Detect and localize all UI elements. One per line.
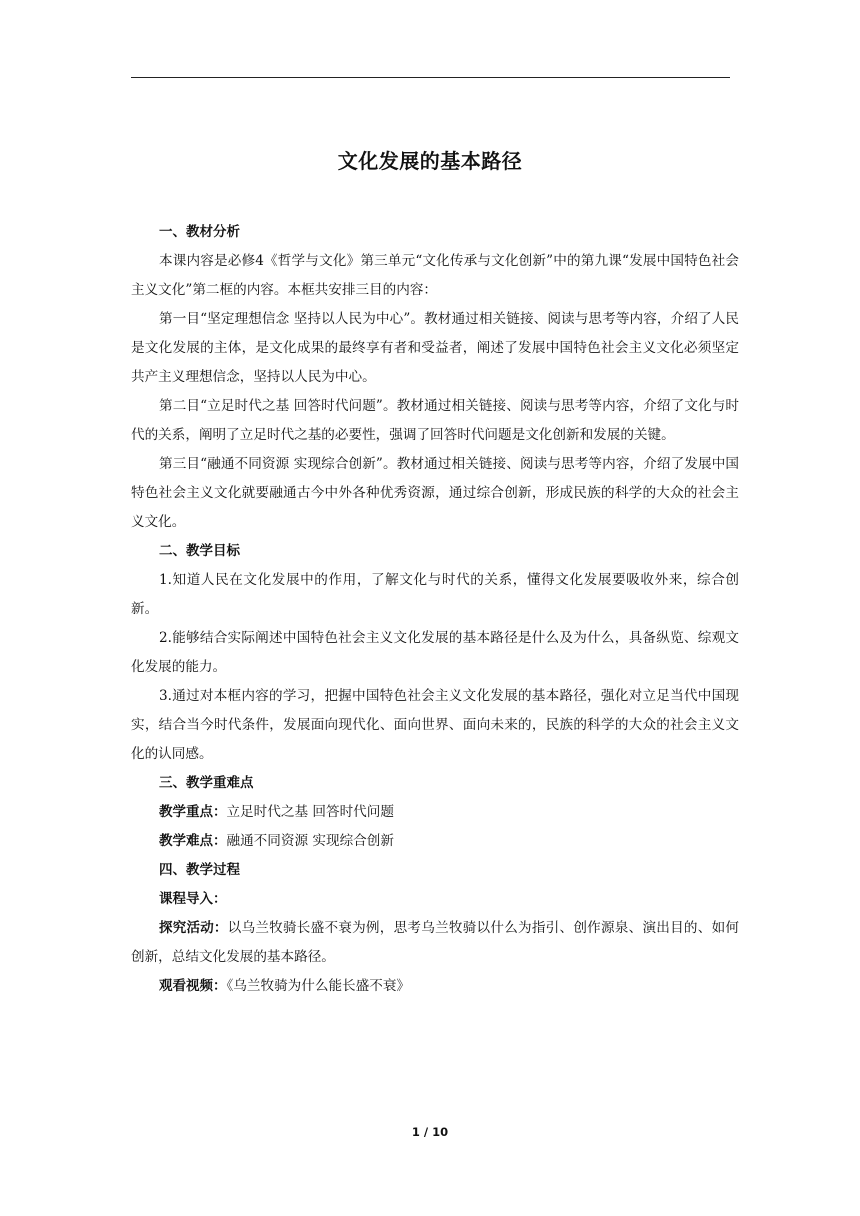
paragraph-goal-1: 1.知道人民在文化发展中的作用，了解文化与时代的关系，懂得文化发展要吸收外来，综合创新。	[131, 572, 739, 617]
activity-paragraph	[131, 914, 739, 972]
video-label: 观看视频：	[159, 978, 227, 994]
paragraph-item-1: 第一目“坚定理想信念 坚持以人民为中心”。教材通过相关链接、阅读与思考等内容，介绍了人民是文化发展的主体，是文化成果的最终享有者和受益者，阐述了发展中国特色社会主义文化必须坚定共产主义理想信念，坚持以人民为中心。	[131, 311, 739, 385]
key-point-text: 立足时代之基 回答时代问题	[226, 804, 394, 820]
video-line	[131, 972, 739, 1001]
paragraph-item-3: 第三目“融通不同资源 实现综合创新”。教材通过相关链接、阅读与思考等内容，介绍了发展中国特色社会主义文化就要融通古今中外各种优秀资源，通过综合创新，形成民族的科学的大众的社会主义文化。	[131, 456, 739, 530]
activity-text: 以乌兰牧骑长盛不衰为例，思考乌兰牧骑以什么为指引、创作源泉、演出目的、如何创新，总结文化发展的基本路径。	[131, 920, 740, 965]
paragraph-intro: 本课内容是必修4《哲学与文化》第三单元“文化传承与文化创新”中的第九课“发展中国特色社会主义文化”第二框的内容。本框共安排三目的内容：	[131, 253, 739, 298]
page-number: 1 / 10	[411, 1125, 449, 1139]
document-title: 文化发展的基本路径	[337, 149, 523, 173]
paragraph-item-2: 第二目“立足时代之基 回答时代问题”。教材通过相关链接、阅读与思考等内容，介绍了文化与时代的关系，阐明了立足时代之基的必要性，强调了回答时代问题是文化创新和发展的关键。	[131, 398, 739, 443]
section-heading-teaching-process: 四、教学过程	[159, 862, 240, 878]
section-heading-textbook-analysis: 一、教材分析	[159, 224, 240, 240]
difficulty-label: 教学难点：	[159, 833, 227, 849]
difficulty-text: 融通不同资源 实现综合创新	[226, 833, 394, 849]
difficulty-line	[131, 827, 739, 856]
paragraph-goal-3: 3.通过对本框内容的学习，把握中国特色社会主义文化发展的基本路径，强化对立足当代中国现实，结合当今时代条件，发展面向现代化、面向世界、面向未来的，民族的科学的大众的社会主义文化的认同感。	[131, 688, 739, 762]
section-heading-teaching-goals: 二、教学目标	[159, 543, 240, 559]
section-heading-key-points: 三、教学重难点	[159, 775, 254, 791]
course-intro-label: 课程导入：	[159, 891, 227, 907]
course-intro-line	[131, 885, 739, 914]
document-body	[131, 218, 739, 1001]
video-text: 《乌兰牧骑为什么能长盛不衰》	[226, 978, 411, 994]
activity-label: 探究活动：	[159, 920, 228, 936]
header-rule	[131, 77, 730, 78]
key-point-line	[131, 798, 739, 827]
paragraph-goal-2: 2.能够结合实际阐述中国特色社会主义文化发展的基本路径是什么及为什么，具备纵览、综观文化发展的能力。	[131, 630, 739, 675]
key-point-label: 教学重点：	[159, 804, 227, 820]
